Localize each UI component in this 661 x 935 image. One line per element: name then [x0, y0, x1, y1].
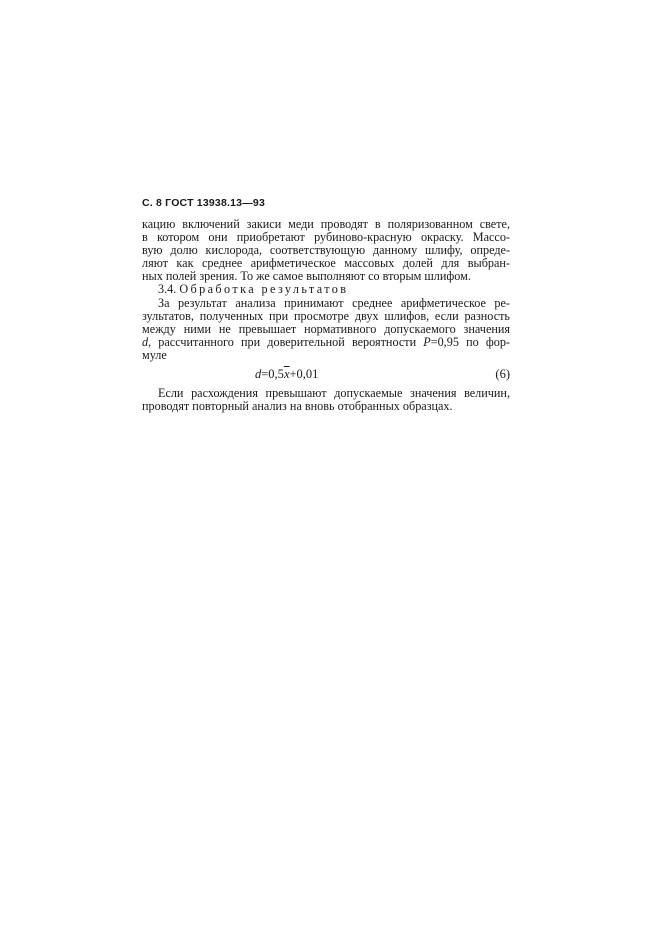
paragraph-3-line: проводят повторный анализ на вновь отобранных образцах. — [142, 399, 453, 414]
section-heading — [142, 283, 510, 296]
formula-equals: =0,5 — [261, 367, 284, 382]
page-header: С. 8 ГОСТ 13938.13—93 — [142, 197, 265, 209]
paragraph-1-line: кацию включений закиси меди проводят в поляризованном свете, — [142, 217, 510, 231]
variable-p: P — [423, 334, 431, 349]
formula-variable-d: d — [255, 367, 262, 382]
section-title: Обработка результатов — [179, 282, 349, 297]
paragraph-2-line: между ними не превышает нормативного допускаемого значения — [142, 321, 510, 336]
body-text — [142, 218, 510, 413]
paragraph-2-text: =0,95 по фор- — [430, 334, 510, 349]
paragraph-2-line: муле — [142, 347, 167, 362]
formula-number: (6) — [495, 367, 510, 382]
paragraph-3-line: Если расхождения превышают допускаемые значения величин, — [158, 386, 510, 401]
formula — [255, 368, 318, 381]
formula-row — [142, 365, 510, 387]
paragraph-2-line: За результат анализа принимают среднее арифметическое ре- — [158, 295, 510, 310]
formula-rest: +0,01 — [289, 367, 319, 382]
paragraph-2-text: , рассчитанного при доверительной вероятности — [148, 334, 424, 349]
section-number: 3.4. — [158, 282, 177, 297]
paragraph-2-line — [142, 336, 510, 349]
paragraph-1-line: в котором они приобретают рубиново-красную окраску. Массо- — [142, 230, 510, 245]
variable-d: d — [142, 334, 149, 349]
paragraph-1-line: вую долю кислорода, соответствующую данному шлифу, опреде- — [142, 243, 510, 258]
paragraph-2-line: зультатов, полученных при просмотре двух шлифов, если разность — [142, 308, 510, 323]
paragraph-1-line: ляют как среднее арифметическое массовых долей для выбран- — [142, 256, 510, 271]
paragraph-1-line: ных полей зрения. То же самое выполняют со вторым шлифом. — [142, 269, 471, 284]
formula-variable-x-mean: $\overline{x}$ — [283, 367, 290, 382]
